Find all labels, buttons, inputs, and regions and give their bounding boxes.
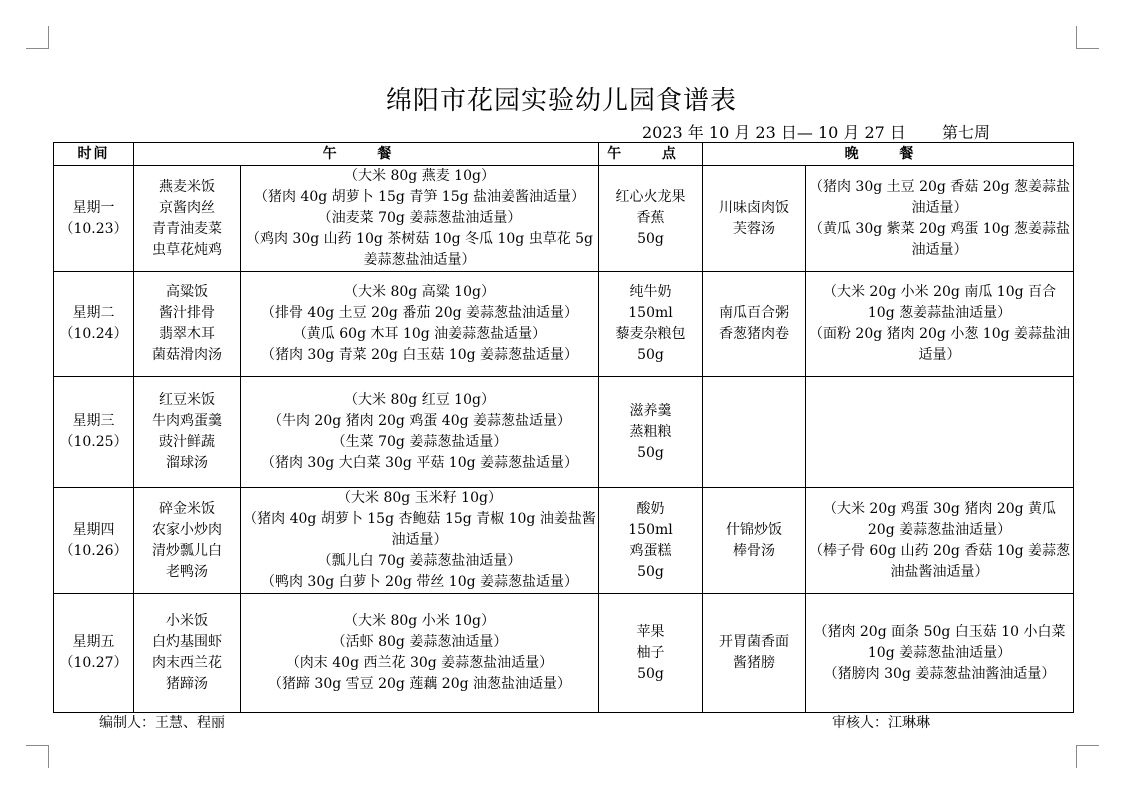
ingredient-line: （黄瓜 60g 木耳 10g 油姜蒜葱盐适量） [292, 326, 547, 342]
dinner-detail-cell [806, 166, 1074, 272]
dinner-detail-cell [806, 594, 1074, 713]
ingredient-line: （大米 80g 红豆 10g） [344, 392, 495, 408]
dish-name: 肉末西兰花 [152, 655, 222, 671]
dinner-dishes-cell [703, 166, 806, 272]
lunch-dishes-cell [134, 488, 241, 594]
dinner-dish-name: 香葱猪肉卷 [719, 326, 789, 342]
dinner-dish-name: 南瓜百合粥 [719, 305, 789, 321]
dish-name: 老鸭汤 [166, 563, 208, 580]
dish-name: 青青油麦菜 [152, 220, 222, 237]
lunch-dishes-cell [134, 377, 241, 488]
day-cell [54, 488, 134, 594]
dinner-ingredient-line: （大米 20g 鸡蛋 30g 猪肉 20g 黄瓜 20g 姜蒜葱盐油适量） [822, 500, 1057, 538]
date-range: 2023 年 10 月 23 日— 10 月 27 日 [642, 123, 906, 142]
snack-item: 50g [637, 347, 664, 363]
ingredient-line: （肉末 40g 西兰花 30g 姜蒜葱盐油适量） [285, 655, 554, 671]
snack-item: 50g [637, 444, 664, 461]
snack-item: 滋养羹 [629, 402, 672, 419]
table-row [54, 272, 1074, 377]
dish-name: 猪蹄汤 [166, 676, 208, 692]
snack-item: 蒸粗粮 [629, 423, 672, 440]
day-cell [54, 594, 134, 713]
snack-item: 红心火龙果 [615, 189, 686, 205]
snack-item: 150ml [628, 305, 673, 321]
ingredient-line: （鸭肉 30g 白萝卜 20g 带丝 10g 姜蒜葱盐适量） [260, 574, 579, 590]
dinner-dish-name: 川味卤肉饭 [719, 199, 789, 216]
snack-item: 150ml [628, 521, 673, 538]
ingredient-line: （猪肉 30g 大白菜 30g 平菇 10g 姜蒜葱盐适量） [260, 455, 579, 471]
dish-name: 农家小炒肉 [152, 521, 222, 538]
dinner-dishes-cell [703, 488, 806, 594]
ingredient-line: （猪肉 40g 胡萝卜 15g 青笋 15g 盐油姜酱油适量） [253, 189, 586, 205]
dinner-dish-name: 开胃菌香面 [719, 634, 789, 650]
ingredient-line: （活虾 80g 姜蒜葱油适量） [331, 634, 508, 650]
dinner-ingredient-line: （猪膀肉 30g 姜蒜葱盐油酱油适量） [823, 665, 1056, 682]
table-row [54, 488, 1074, 594]
ingredient-line: （大米 80g 燕麦 10g） [344, 168, 495, 184]
date-label: （10.26） [59, 542, 128, 559]
snack-cell [599, 166, 703, 272]
lunch-dishes-cell [134, 272, 241, 377]
snack-item: 50g [637, 231, 664, 247]
snack-item: 纯牛奶 [629, 284, 672, 300]
snack-item: 香蕉 [636, 210, 665, 226]
snack-item: 藜麦杂粮包 [615, 326, 686, 342]
ingredient-line: （大米 80g 玉米籽 10g） [337, 490, 502, 506]
day-cell [54, 272, 134, 377]
menu-table [53, 142, 1074, 713]
ingredient-line: （牛肉 20g 猪肉 20g 鸡蛋 40g 姜蒜葱盐适量） [267, 413, 572, 429]
ingredient-line: （瓢儿白 70g 姜蒜葱盐油适量） [317, 553, 522, 569]
ingredient-line: （大米 80g 高粱 10g） [344, 284, 495, 300]
dinner-ingredient-line: （棒子骨 60g 山药 20g 香菇 10g 姜蒜葱油盐酱油适量） [808, 542, 1071, 580]
snack-cell [599, 272, 703, 377]
dish-name: 碎金米饭 [159, 500, 215, 517]
dinner-ingredient-line: （大米 20g 小米 20g 南瓜 10g 百合 10g 葱姜蒜盐油适量） [822, 284, 1057, 321]
week-label: 第七周 [941, 123, 990, 142]
lunch-detail-cell [241, 594, 599, 713]
header-dinner: 晚 餐 [703, 143, 1074, 166]
lunch-detail-cell [241, 488, 599, 594]
weekday-label: 星期五 [72, 634, 115, 650]
weekday-label: 星期三 [72, 413, 115, 429]
crop-mark-bottom-left [26, 745, 49, 768]
dish-name: 京酱肉丝 [159, 199, 215, 216]
ingredient-line: （排骨 40g 土豆 20g 番茄 20g 姜蒜葱盐油适量） [260, 305, 579, 321]
dish-name: 清炒瓢儿白 [152, 542, 222, 559]
day-cell [54, 166, 134, 272]
lunch-dishes-cell [134, 594, 241, 713]
snack-cell [599, 488, 703, 594]
ingredient-line: （猪蹄 30g 雪豆 20g 莲藕 20g 油葱盐油适量） [267, 676, 572, 692]
ingredient-line: （生菜 70g 姜蒜葱盐适量） [331, 434, 508, 450]
dish-name: 溜球汤 [166, 455, 208, 471]
date-label: （10.25） [59, 434, 128, 450]
lunch-detail-cell [241, 377, 599, 488]
dish-name: 高粱饭 [166, 284, 208, 300]
lunch-detail-cell [241, 272, 599, 377]
dish-name: 酱汁排骨 [159, 305, 215, 321]
crop-mark-bottom-right [1076, 745, 1099, 768]
day-cell [54, 377, 134, 488]
ingredient-line: （猪肉 30g 青菜 20g 白玉菇 10g 姜蒜葱盐适量） [260, 347, 579, 363]
dinner-ingredient-line: （黄瓜 30g 紫菜 20g 鸡蛋 10g 葱姜蒜盐油适量） [808, 220, 1071, 258]
dinner-ingredient-line: （猪肉 30g 土豆 20g 香菇 20g 葱姜蒜盐油适量） [808, 178, 1071, 216]
weekday-label: 星期四 [72, 521, 115, 538]
snack-item: 50g [637, 563, 664, 580]
ingredient-line: （鸡肉 30g 山药 10g 茶树菇 10g 冬瓜 10g 虫草花 5g 姜蒜葱盐油适量） [245, 231, 594, 268]
dish-name: 菌菇滑肉汤 [152, 347, 222, 363]
dinner-dish-name: 棒骨汤 [733, 542, 775, 559]
snack-item: 酸奶 [636, 500, 665, 517]
dinner-detail-cell [806, 272, 1074, 377]
header-snack: 午 点 [599, 143, 703, 166]
snack-item: 鸡蛋糕 [629, 542, 672, 559]
dinner-detail-cell [806, 488, 1074, 594]
date-label: （10.27） [59, 655, 128, 671]
header-row [54, 143, 1074, 166]
dinner-detail-cell [806, 377, 1074, 488]
date-label: （10.23） [59, 220, 128, 237]
page-title: 绵阳市花园实验幼儿园食谱表 [385, 86, 737, 116]
crop-mark-top-right [1076, 26, 1099, 49]
ingredient-line: （大米 80g 小米 10g） [344, 613, 495, 629]
dish-name: 白灼基围虾 [152, 634, 222, 650]
header-time: 时间 [54, 143, 134, 166]
dish-name: 虫草花炖鸡 [152, 241, 222, 258]
snack-item: 50g [637, 665, 664, 682]
ingredient-line: （猪肉 40g 胡萝卜 15g 杏鲍菇 15g 青椒 10g 油姜盐酱油适量） [243, 511, 596, 548]
dinner-dish-name: 酱猪膀 [733, 655, 775, 671]
dinner-dish-name: 芙蓉汤 [733, 220, 775, 237]
dinner-dish-name: 什锦炒饭 [726, 521, 782, 538]
dish-name: 翡翠木耳 [159, 326, 215, 342]
snack-item: 苹果 [636, 623, 665, 640]
dish-name: 燕麦米饭 [159, 178, 215, 195]
snack-cell [599, 594, 703, 713]
dinner-dishes-cell [703, 272, 806, 377]
table-row [54, 166, 1074, 272]
dinner-dishes-cell [703, 377, 806, 488]
dish-name: 小米饭 [166, 613, 208, 629]
lunch-dishes-cell [134, 166, 241, 272]
table-row [54, 594, 1074, 713]
dish-name: 牛肉鸡蛋羹 [152, 413, 222, 429]
header-lunch: 午 餐 [134, 143, 599, 166]
snack-item: 柚子 [636, 644, 665, 661]
table-row [54, 377, 1074, 488]
dish-name: 豉汁鲜蔬 [159, 434, 215, 450]
lunch-detail-cell [241, 166, 599, 272]
dish-name: 红豆米饭 [159, 392, 215, 408]
dinner-ingredient-line: （猪肉 20g 面条 50g 白玉菇 10 小白菜 10g 姜蒜葱盐油适量） [813, 623, 1066, 661]
weekday-label: 星期二 [72, 305, 115, 321]
date-label: （10.24） [59, 326, 128, 342]
editor-label: 编制人：王慧、程丽 [99, 715, 225, 731]
date-line [642, 120, 990, 143]
snack-cell [599, 377, 703, 488]
reviewer-label: 审核人：江琳琳 [832, 715, 930, 731]
weekday-label: 星期一 [72, 199, 115, 216]
dinner-ingredient-line: （面粉 20g 猪肉 20g 小葱 10g 姜蒜盐油适量） [808, 326, 1071, 363]
ingredient-line: （油麦菜 70g 姜蒜葱盐油适量） [317, 210, 522, 226]
crop-mark-top-left [26, 26, 49, 49]
dinner-dishes-cell [703, 594, 806, 713]
